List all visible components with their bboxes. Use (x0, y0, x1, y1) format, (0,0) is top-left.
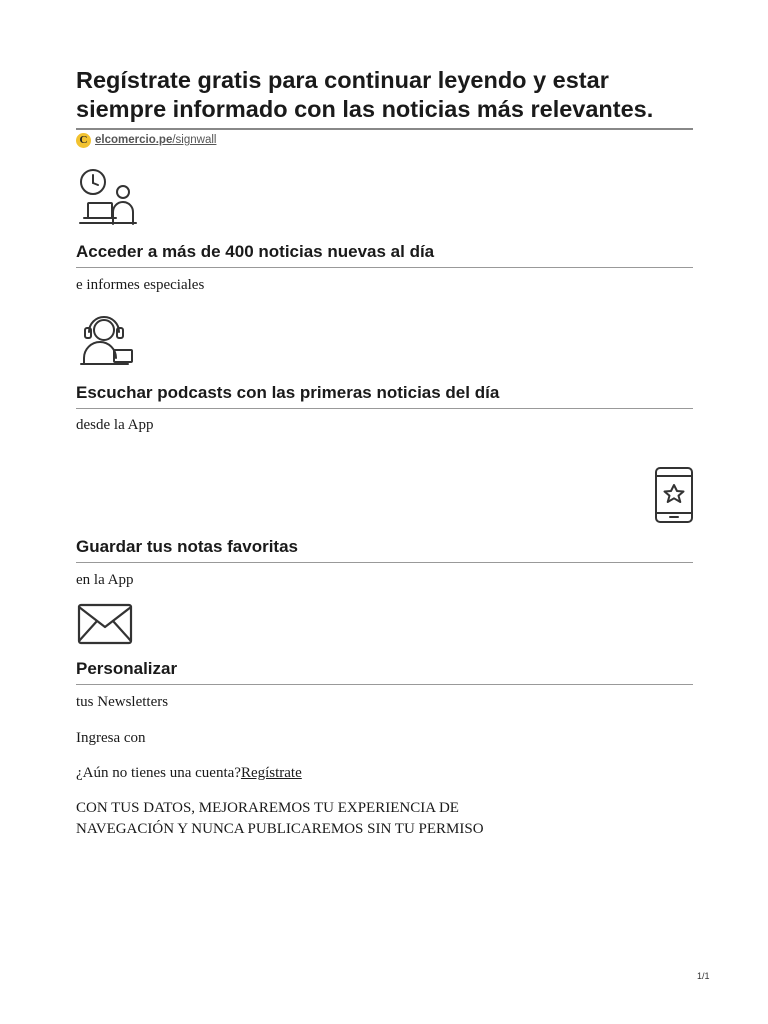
feature-text: tus Newsletters (76, 694, 169, 710)
feature-text: desde la App (76, 417, 154, 433)
feature-heading: Acceder a más de 400 noticias nuevas al día (76, 242, 435, 261)
feature-text: en la App (76, 572, 134, 588)
login-label: Ingresa con (76, 730, 146, 746)
source-link (76, 132, 216, 148)
register-prompt: ¿Aún no tienes una cuenta?Regístrate (76, 765, 302, 781)
person-at-laptop-with-clock-icon (76, 168, 140, 228)
person-with-headphones-icon (76, 310, 136, 366)
feature-divider (76, 408, 693, 409)
source-url-link[interactable]: elcomercio.pe/signwall (95, 134, 217, 146)
feature-heading: Escuchar podcasts con las primeras noticias del día (76, 383, 500, 402)
feature-heading: Guardar tus notas favoritas (76, 537, 299, 556)
feature-text: e informes especiales (76, 277, 205, 293)
privacy-notice: CON TUS DATOS, MEJORAREMOS TU EXPERIENCIA DE NAVEGACIÓN Y NUNCA PUBLICAREMOS SIN TU PERMISO (76, 800, 484, 837)
register-link[interactable]: Regístrate (240, 765, 302, 781)
envelope-icon (77, 603, 133, 645)
page-title: Regístrate gratis para continuar leyendo y estar siempre informado con las noticias más relevantes. (76, 67, 654, 122)
phone-with-star-icon (654, 466, 694, 524)
page-number: 1/1 (697, 971, 710, 981)
feature-divider (76, 562, 693, 563)
elcomercio-logo-icon: C (76, 133, 91, 148)
title-divider (76, 128, 693, 130)
feature-heading: Personalizar (76, 659, 178, 678)
feature-divider (76, 267, 693, 268)
feature-divider (76, 684, 693, 685)
